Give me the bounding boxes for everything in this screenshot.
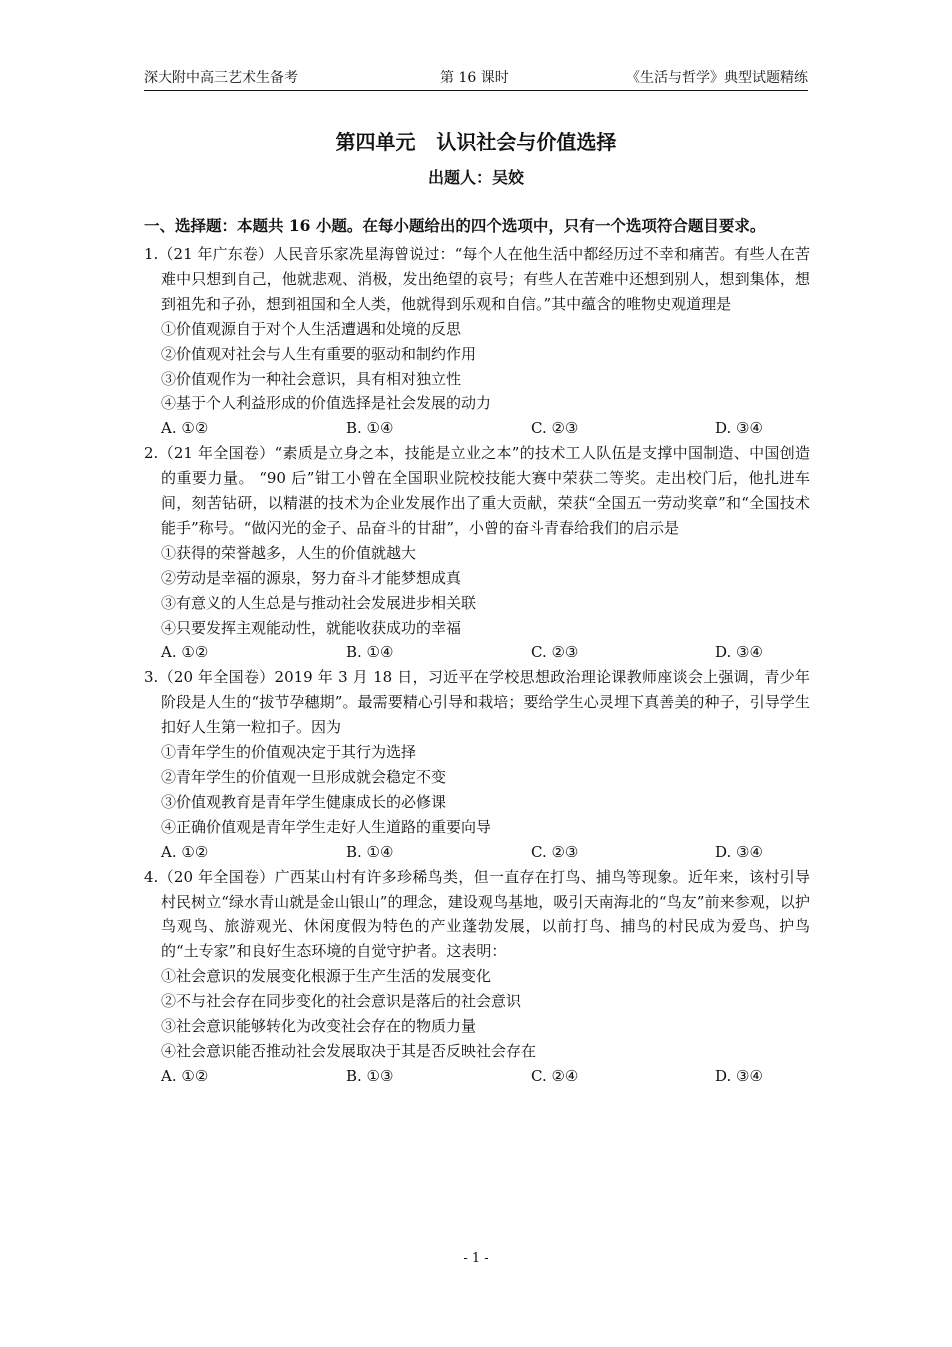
header-divider [144, 90, 808, 91]
page-header [144, 68, 808, 90]
choice-d: D. ③④ [715, 1066, 763, 1085]
question-number: 3. [144, 668, 159, 687]
question-number: 1. [144, 245, 159, 263]
header-left: 深大附中高三艺术生备考 [144, 70, 298, 86]
statement-option: ②价值观对社会与人生有重要的驱动和制约作用 [161, 344, 477, 363]
choice-a: A. ①② [161, 643, 209, 662]
statement-option: ④正确价值观是青年学生走好人生道路的重要向导 [161, 817, 492, 836]
choice-d: D. ③④ [715, 643, 763, 662]
section-heading: 一、选择题：本题共 16 小题。在每小题给出的四个选项中，只有一个选项符合题目要求。 [144, 216, 766, 235]
choice-b: B. ①④ [346, 842, 394, 861]
question-text: （20 年全国卷）广西某山村有许多珍稀鸟类，但一直存在打鸟、捕鸟等现象。近年来，该村引导村民树立“绿水青山就是金山银山”的理念，建设观鸟基地，吸引天南海北的“鸟友”前来参观，以护鸟观鸟、旅游观光、休闲度假为特色的产业蓬勃发展，以前打鸟、捕鸟的村民成为爱鸟、护鸟的“土专家”和良好生态环境的自觉守护者。这表明： [158, 867, 810, 961]
question-2 [144, 441, 810, 665]
statement-option: ④只要发挥主观能动性，就能收获成功的幸福 [161, 618, 462, 637]
answer-choices [144, 840, 810, 865]
question-text: （20 年全国卷）2019 年 3 月 18 日，习近平在学校思想政治理论课教师座谈会上强调，青少年阶段是人生的“拔节孕穗期”。最需要精心引导和栽培；要给学生心灵埋下真善美的种子，引导学生扣好人生第一粒扣子。因为 [158, 668, 810, 737]
choice-c: C. ②④ [531, 1066, 579, 1085]
question-number: 4. [144, 867, 159, 886]
author-line: 出题人：吴姣 [427, 168, 524, 187]
statement-option: ②青年学生的价值观一旦形成就会稳定不变 [161, 768, 447, 786]
choice-a: A. ①② [161, 842, 209, 861]
question-3 [144, 665, 810, 864]
question-number: 2. [144, 444, 159, 463]
header-center: 第 16 课时 [440, 70, 509, 86]
choice-b: B. ①③ [346, 1066, 394, 1085]
answer-choices [144, 640, 810, 665]
statement-option: ②劳动是幸福的源泉，努力奋斗才能梦想成真 [161, 568, 462, 587]
question-text: （21 年广东卷）人民音乐家冼星海曾说过：“每个人在他生活中都经历过不幸和痛苦。有些人在苦难中只想到自己，他就悲观、消极，发出绝望的哀号；有些人在苦难中还想到别人，想到集体，想到祖先和子孙，想到祖国和全人类，他就得到乐观和自信。”其中蕴含的唯物史观道理是 [158, 245, 810, 313]
statement-option: ①获得的荣誉越多，人生的价值就越大 [161, 543, 417, 562]
question-4 [144, 865, 810, 1089]
choice-b: B. ①④ [346, 419, 394, 438]
choice-d: D. ③④ [715, 842, 763, 861]
choice-c: C. ②③ [531, 643, 579, 662]
statement-option: ③社会意识能够转化为改变社会存在的物质力量 [161, 1017, 477, 1036]
choice-c: C. ②③ [531, 419, 579, 438]
answer-choices [144, 1064, 810, 1089]
question-stem [144, 665, 810, 740]
header-right: 《生活与哲学》典型试题精练 [626, 70, 808, 86]
statement-option: ①青年学生的价值观决定于其行为选择 [161, 743, 417, 762]
choice-b: B. ①④ [346, 643, 394, 662]
choice-a: A. ①② [161, 419, 209, 438]
question-stem [144, 441, 810, 541]
page-title: 第四单元 认识社会与价值选择 [335, 130, 617, 154]
choice-a: A. ①② [161, 1066, 209, 1085]
statement-option: ③有意义的人生总是与推动社会发展进步相关联 [161, 593, 477, 612]
statement-option: ①社会意识的发展变化根源于生产生活的发展变化 [161, 967, 492, 986]
answer-choices [144, 416, 810, 441]
statement-option: ①价值观源自于对个人生活遭遇和处境的反思 [161, 319, 462, 338]
statement-option: ③价值观作为一种社会意识，具有相对独立性 [161, 369, 462, 388]
page-number: - 1 - [463, 1251, 489, 1266]
statement-option: ④基于个人利益形成的价值选择是社会发展的动力 [161, 394, 492, 413]
statement-option: ②不与社会存在同步变化的社会意识是落后的社会意识 [161, 992, 522, 1011]
choice-c: C. ②③ [531, 842, 579, 861]
question-list [144, 242, 810, 1089]
statement-option: ③价值观教育是青年学生健康成长的必修课 [161, 792, 447, 811]
question-1 [144, 242, 810, 441]
statement-option: ④社会意识能否推动社会发展取决于其是否反映社会存在 [161, 1041, 537, 1060]
choice-d: D. ③④ [715, 419, 763, 438]
question-stem [144, 242, 810, 317]
question-text: （21 年全国卷）“素质是立身之本，技能是立业之本”的技术工人队伍是支撑中国制造、中国创造的重要力量。 “90 后”钳工小曾在全国职业院校技能大赛中荣获二等奖。走出校门后，他扎进车间，刻苦钻研，以精湛的技术为企业发展作出了重大贡献，荣获“全国五一劳动奖章”和“全国技术能手”称号。“做闪光的金子、品奋斗的甘甜”，小曾的奋斗青春给我们的启示是 [158, 444, 810, 537]
question-stem [144, 865, 810, 965]
